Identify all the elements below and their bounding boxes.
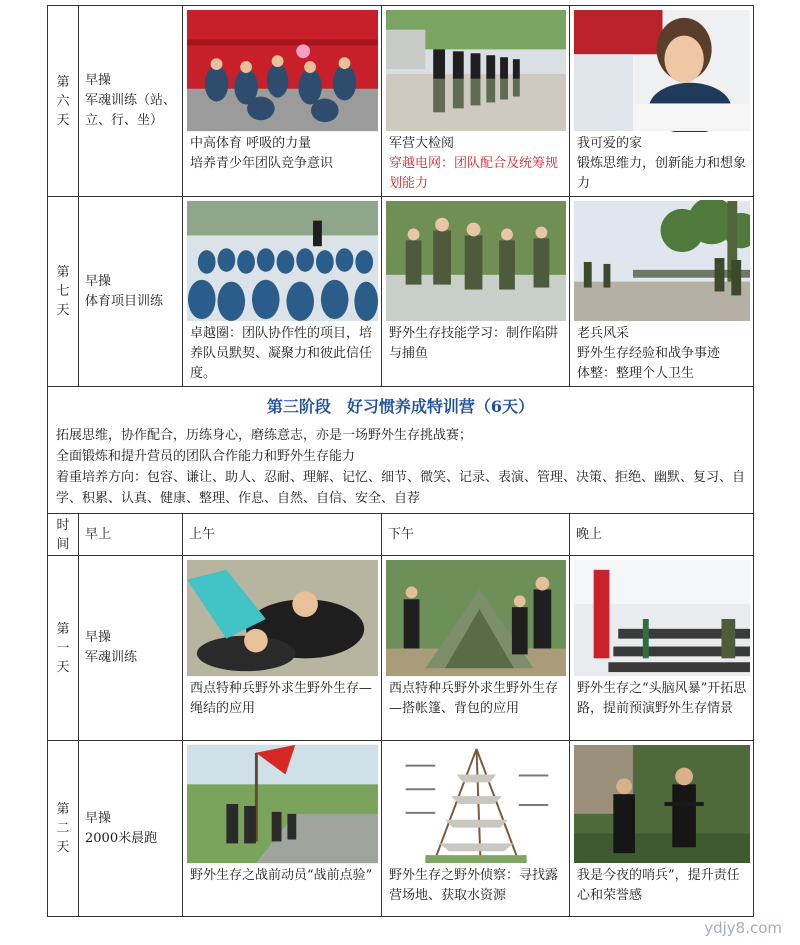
morning-schedule: 早操 2000米晨跑 xyxy=(79,741,183,917)
photo-team-game xyxy=(187,9,378,132)
morning-schedule: 早操 军魂训练 xyxy=(79,556,183,741)
day-label: 第 一 天 xyxy=(48,556,79,741)
activity-cell: 我可爱的家 锻炼思维力，创新能力和想象力 xyxy=(570,6,754,197)
photo-tent-setup xyxy=(386,559,566,677)
activity-cell: 我是今夜的哨兵”，提升责任心和荣誉感 xyxy=(570,741,754,917)
header-time: 时 间 xyxy=(48,514,79,556)
stage-intro-row xyxy=(48,387,754,514)
day-label: 第 二 天 xyxy=(48,741,79,917)
activity-cell: 中高体育 呼吸的力量 培养青少年团队竞争意识 xyxy=(183,6,382,197)
photo-classroom xyxy=(574,559,750,677)
photo-march xyxy=(187,744,378,864)
activity-cell: 老兵风采 野外生存经验和战争事迹 体整：整理个人卫生 xyxy=(570,197,754,387)
activity-cell: 军营大检阅 穿越电网：团队配合及统筹规划能力 xyxy=(382,6,570,197)
watermark: ydjy8.com xyxy=(704,919,782,937)
photo-tripod-diagram xyxy=(386,744,566,864)
activity-cell: 西点特种兵野外求生野外生存—搭帐篷、背包的应用 xyxy=(382,556,570,741)
morning-schedule: 早操 体育项目训练 xyxy=(79,197,183,387)
table-row xyxy=(48,6,754,197)
photo-circle-activity xyxy=(187,200,378,322)
table-header xyxy=(48,514,754,556)
day-label: 第 六 天 xyxy=(48,6,79,197)
day-label: 第 七 天 xyxy=(48,197,79,387)
stage-description: 全面锻炼和提升营员的团队合作能力和野外生存能力 xyxy=(56,449,356,464)
header-morning: 早上 xyxy=(79,514,183,556)
header-pm: 下午 xyxy=(382,514,570,556)
training-focus: 着重培养方向：包容、谦让、助人、忍耐、理解、记忆、细节、微笑、记录、表演、管理、决策、拒绝、幽默、复习、自学、积累、认真、健康、整理、作息、自然、自信、安全、自荐 xyxy=(56,470,746,506)
table-row xyxy=(48,197,754,387)
photo-child-drawing xyxy=(574,9,750,132)
activity-cell: 野外生存之“头脑风暴”开拓思路，提前预演野外生存情景 xyxy=(570,556,754,741)
photo-rope-knots xyxy=(187,559,378,677)
table-row xyxy=(48,556,754,741)
morning-schedule: 早操 军魂训练（站、立、行、坐） xyxy=(79,6,183,197)
activity-cell: 野外生存技能学习：制作陷阱与捕鱼 xyxy=(382,197,570,387)
stage-intro xyxy=(48,387,754,514)
stage-title: 第三阶段 好习惯养成特训营（6天） xyxy=(266,397,535,416)
photo-night-sentry xyxy=(574,744,750,864)
schedule-table xyxy=(47,5,754,917)
header-evening: 晚上 xyxy=(570,514,754,556)
photo-military-review xyxy=(386,9,566,132)
activity-cell: 野外生存之战前动员“战前点验” xyxy=(183,741,382,917)
activity-cell: 西点特种兵野外求生野外生存—绳结的应用 xyxy=(183,556,382,741)
photo-river-crossing xyxy=(386,200,566,322)
activity-cell: 野外生存之野外侦察：寻找露营场地、获取水资源 xyxy=(382,741,570,917)
activity-cell: 卓越圈：团队协作性的项目，培养队员默契、凝聚力和彼此信任度。 xyxy=(183,197,382,387)
photo-veteran-drill xyxy=(574,200,750,322)
stage-description: 拓展思维，协作配合，历练身心，磨练意志，亦是一场野外生存挑战赛； xyxy=(56,428,473,443)
header-am: 上午 xyxy=(183,514,382,556)
schedule-document xyxy=(47,5,753,917)
table-row xyxy=(48,741,754,917)
